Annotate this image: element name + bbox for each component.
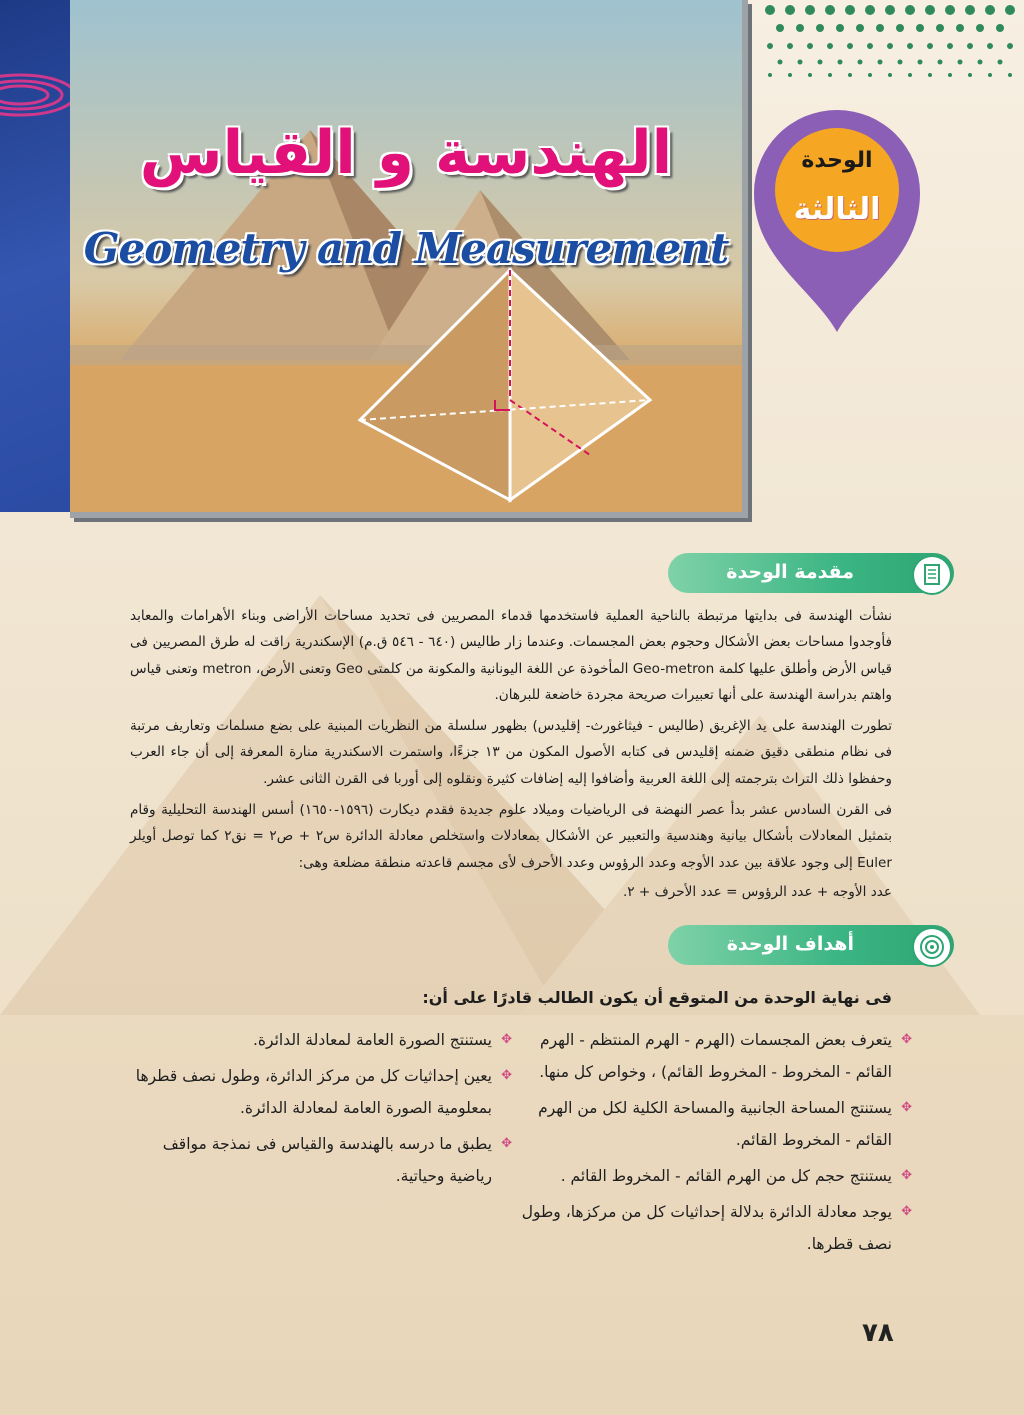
goals-list-left — [130, 1024, 512, 1196]
list-item: ✥ يستنتج الصورة العامة لمعادلة الدائرة. — [130, 1024, 512, 1056]
intro-section-header — [668, 553, 954, 593]
intro-paragraph: تطورت الهندسة على يد الإغريق (طاليس - فيثاغورث- إقليدس) بظهور سلسلة من النظريات المبنية على بضع مسلمات وتعاريف مرتبة فى نظام منطقى دقيق ضمنه إقليدس فى كتابه الأصول المكون من ١٣ جزءًا، واستمرت الاسكندرية منارة المعرفة إلى أن جاء العرب وحفظوا ذلك التراث بترجمته إلى اللغة العربية وأضافوا إليه إضافات كثيرة ونقلوه إلى أوربا فى القرن الثانى عشر. — [130, 718, 892, 787]
bullet-ornament-icon: ✥ — [901, 1204, 912, 1219]
list-item: ✥ يتعرف بعض المجسمات (الهرم - الهرم المنتظم - الهرم القائم - المخروط - المخروط القائم) ، وخواص كل منها. — [520, 1024, 912, 1088]
unit-cover-image — [70, 0, 748, 518]
bullet-ornament-icon: ✥ — [901, 1168, 912, 1183]
bullet-ornament-icon: ✥ — [501, 1136, 512, 1151]
bullet-ornament-icon: ✥ — [501, 1068, 512, 1083]
unit-badge-word: الوحدة — [801, 148, 873, 173]
goals-list-right — [520, 1024, 912, 1264]
goals-section-header — [668, 925, 954, 965]
intro-paragraph: فى القرن السادس عشر بدأ عصر النهضة فى الرياضيات وميلاد علوم جديدة فقدم ديكارت (١٥٩٦-١٦٥٠) أسس الهندسة التحليلية وقام بتمثيل المعادلات بأشكال بيانية وهندسية والتعبير عن الأشكال بمعادلات واستخلص معادلة الدائرة س٢ + ص٢ = نق٢ كما توصل أويلر Euler إلى وجود علاقة بين عدد الأوجه وعدد الرؤوس وعدد الأحرف لأى مجسم قاعدته منطقة مضلعة وهى: — [130, 802, 892, 871]
bullet-ornament-icon: ✥ — [501, 1032, 512, 1047]
list-item: ✥ يوجد معادلة الدائرة بدلالة إحداثيات كل من مركزها، وطول نصف قطرها. — [520, 1196, 912, 1260]
list-item: ✥ يستنتج المساحة الجانبية والمساحة الكلية لكل من الهرم القائم - المخروط القائم. — [520, 1092, 912, 1156]
dot-pattern-decoration — [760, 0, 1024, 80]
target-icon — [912, 927, 952, 967]
list-item: ✥ يستنتج حجم كل من الهرم القائم - المخروط القائم . — [520, 1160, 912, 1192]
unit-title-arabic: الهندسة و القياس — [139, 118, 673, 188]
page-number: ٧٨ — [862, 1318, 894, 1348]
euler-formula: عدد الأوجه + عدد الرؤوس = عدد الأحرف + ٢. — [622, 884, 892, 900]
goals-heading: أهداف الوحدة — [726, 933, 854, 955]
unit-title-english: Geometry and Measurement — [83, 224, 729, 273]
list-item: ✥ يعين إحداثيات كل من مركز الدائرة، وطول نصف قطرها بمعلومية الصورة العامة لمعادلة الدائرة. — [130, 1060, 512, 1124]
intro-heading: مقدمة الوحدة — [726, 561, 854, 583]
unit-badge-number: الثالثة — [793, 192, 881, 227]
list-item: ✥ يطبق ما درسه بالهندسة والقياس فى نمذجة مواقف رياضية وحياتية. — [130, 1128, 512, 1192]
bullet-ornament-icon: ✥ — [901, 1100, 912, 1115]
notepad-icon — [912, 555, 952, 595]
bullet-ornament-icon: ✥ — [901, 1032, 912, 1047]
goals-intro: فى نهاية الوحدة من المتوقع أن يكون الطالب قادرًا على أن: — [422, 988, 892, 1007]
intro-paragraph: نشأت الهندسة فى بدايتها مرتبطة بالناحية العملية فاستخدمها قدماء المصريين فى تحديد مساحات الأراضى وبناء الأهرامات والمعابد فأوجدوا مساحات بعض الأشكال وحجوم بعض المجسمات. وعندما زار طاليس (٦٤٠ - ٥٤٦ ق.م) الإسكندرية راقت له طرق المصريين فى قياس الأرض وأطلق عليها كلمة Geo-metron المأخوذة عن اللغة اليونانية والمكونة من كلمتى Geo وتعنى الأرض، metron وتعنى قياس واهتم بدراسة الهندسة على أنها تعبيرات صريحة مجردة خاضعة للبرهان. — [130, 608, 893, 703]
